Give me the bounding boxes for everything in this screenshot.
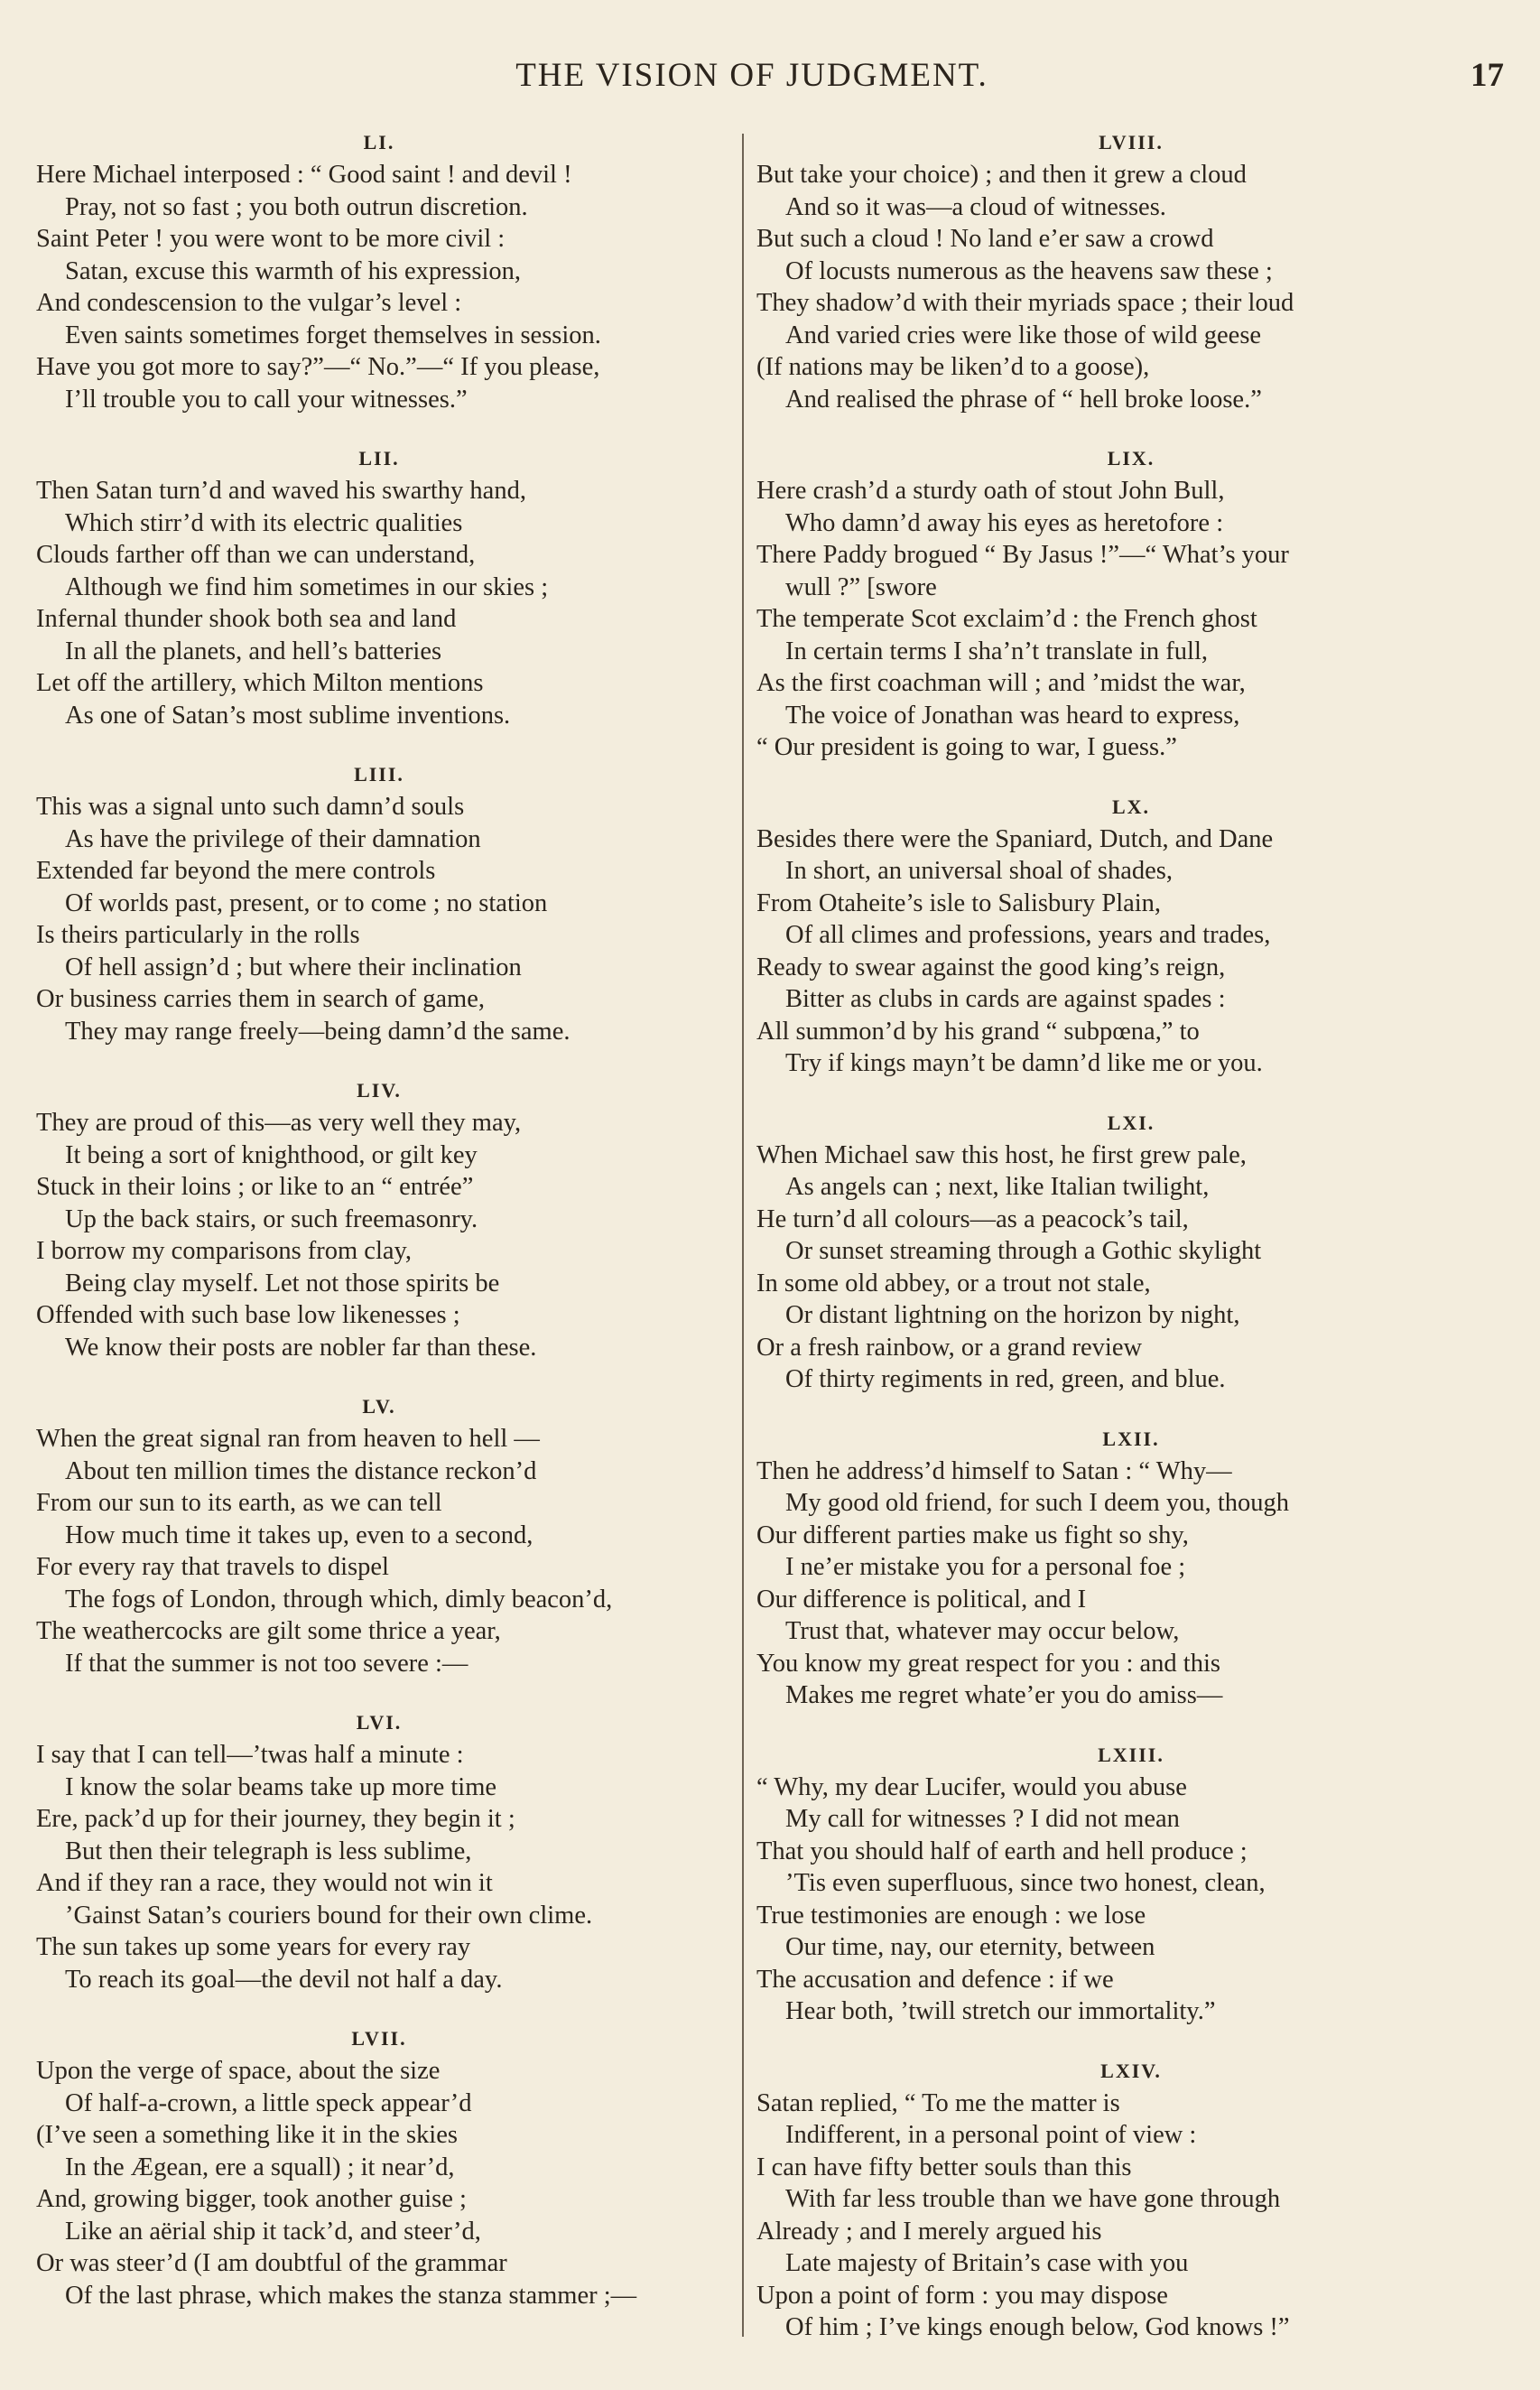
stanza-gap [36, 1047, 722, 1074]
verse-line: Saint Peter ! you were wont to be more civil : [36, 225, 506, 253]
right-column [756, 126, 1506, 2344]
verse-line: Of worlds past, present, or to come ; no station [65, 888, 548, 917]
verse-line: Clouds farther off than we can understand, [36, 541, 476, 569]
verse-line: Extended far beyond the mere controls [36, 857, 436, 885]
stanza-gap [756, 1396, 1506, 1423]
verse-line: Our difference is political, and I [756, 1585, 1087, 1613]
verse-line: Trust that, whatever may occur below, [785, 1617, 1180, 1645]
stanza [756, 1107, 1506, 1396]
verse-line: From Otaheite’s isle to Salisbury Plain, [756, 888, 1162, 917]
stanza-gap [756, 415, 1506, 442]
stanza-number: LXI. [1107, 1111, 1155, 1134]
verse-line: My good old friend, for such I deem you, though [785, 1489, 1290, 1517]
verse-line: Up the back stairs, or such freemasonry. [65, 1204, 478, 1233]
verse-line: Of hell assign’d ; but where their inclination [65, 953, 522, 981]
verse-line: Besides there were the Spaniard, Dutch, and Dane [756, 824, 1274, 853]
stanza [36, 126, 722, 415]
stanza [36, 442, 722, 731]
verse-line: (If nations may be liken’d to a goose), [756, 353, 1150, 381]
verse-line: Of him ; I’ve kings enough below, God knows !” [785, 2313, 1290, 2341]
verse-line: When the great signal ran from heaven to hell — [36, 1425, 540, 1453]
stanza-gap [756, 2028, 1506, 2055]
verse-line: Already ; and I merely argued his [756, 2217, 1102, 2246]
verse-line: There Paddy brogued “ By Jasus !”—“ What’s your [756, 541, 1289, 569]
verse-line: Infernal thunder shook both sea and land [36, 605, 457, 633]
verse-line: I ne’er mistake you for a personal foe ; [785, 1553, 1186, 1581]
stanza-number: LXIV. [1100, 2059, 1162, 2082]
stanza-number: LX. [1111, 795, 1151, 818]
verse-line: They are proud of this—as very well they may, [36, 1109, 522, 1137]
verse-line: ’Gainst Satan’s couriers bound for their own clime. [65, 1901, 593, 1930]
page-header [0, 56, 1540, 110]
verse-line: They shadow’d with their myriads space ; their loud [756, 289, 1294, 317]
verse-line: For every ray that travels to dispel [36, 1553, 389, 1581]
stanza-number: LXIII. [1098, 1743, 1164, 1766]
verse-line: He turn’d all colours—as a peacock’s tail, [756, 1204, 1189, 1233]
verse-line: “ Why, my dear Lucifer, would you abuse [756, 1772, 1187, 1801]
stanza-gap [36, 415, 722, 442]
stanza-number: LVIII. [1099, 131, 1164, 153]
verse-line: Of locusts numerous as the heavens saw these ; [785, 256, 1273, 285]
verse-line: But then their telegraph is less sublime, [65, 1837, 472, 1865]
stanza-gap [36, 731, 722, 758]
verse-line: The accusation and defence : if we [756, 1965, 1114, 1994]
verse-line: In certain terms I sha’n’t translate in full, [785, 637, 1208, 665]
verse-line: Which stirr’d with its electric qualities [65, 508, 463, 537]
verse-line: Here Michael interposed : “ Good saint ! and devil ! [36, 161, 572, 189]
verse-line: Try if kings mayn’t be damn’d like me or you. [785, 1049, 1263, 1077]
stanza-gap [36, 1679, 722, 1706]
column-divider [742, 134, 744, 2337]
verse-line: I’ll trouble you to call your witnesses.” [65, 385, 468, 414]
stanza [36, 758, 722, 1047]
verse-line: About ten million times the distance reckon’d [65, 1456, 537, 1485]
verse-line: Of half-a-crown, a little speck appear’d [65, 2088, 472, 2117]
verse-line: From our sun to its earth, as we can tell [36, 1489, 442, 1517]
verse-line: All summon’d by his grand “ subpœna,” to [756, 1017, 1200, 1046]
verse-line: “ Our president is going to war, I guess.” [756, 733, 1177, 761]
verse-line: How much time it takes up, even to a second, [65, 1520, 533, 1549]
verse-line: Of thirty regiments in red, green, and blue. [785, 1365, 1226, 1393]
verse-line: With far less trouble than we have gone through [785, 2185, 1281, 2213]
verse-line: But such a cloud ! No land e’er saw a crowd [756, 225, 1214, 253]
verse-line: The fogs of London, through which, dimly beacon’d, [65, 1585, 613, 1613]
stanza-number: LXII. [1102, 1427, 1160, 1450]
verse-line: Makes me regret whate’er you do amiss— [785, 1681, 1223, 1709]
stanza-gap [756, 764, 1506, 791]
verse-line: And varied cries were like those of wild geese [785, 321, 1262, 349]
verse-line: Of the last phrase, which makes the stanza stammer ;— [65, 2281, 637, 2310]
stanza-number: LII. [358, 447, 400, 470]
stanza-gap [756, 1080, 1506, 1107]
verse-line: Who damn’d away his eyes as heretofore : [785, 508, 1224, 537]
verse-line: Like an aërial ship it tack’d, and steer’d, [65, 2217, 481, 2246]
verse-line: Pray, not so fast ; you both outrun discretion. [65, 192, 528, 221]
verse-line: Satan, excuse this warmth of his expression, [65, 256, 521, 285]
verse-line: We know their posts are nobler far than these. [65, 1333, 537, 1362]
verse-line: But take your choice) ; and then it grew a cloud [756, 161, 1247, 189]
verse-line: I know the solar beams take up more time [65, 1772, 497, 1801]
page-number: 17 [1470, 57, 1504, 94]
verse-line: (I’ve seen a something like it in the skies [36, 2121, 458, 2149]
stanza [36, 2023, 722, 2311]
verse-line: Being clay myself. Let not those spirits be [65, 1269, 500, 1297]
verse-line: They may range freely—being damn’d the same. [65, 1017, 571, 1046]
stanza-number: LV. [362, 1395, 396, 1418]
verse-line: And condescension to the vulgar’s level : [36, 289, 462, 317]
verse-line: When Michael saw this host, he first grew pale, [756, 1140, 1247, 1169]
stanza-number: LIX. [1107, 447, 1155, 470]
verse-line: Satan replied, “ To me the matter is [756, 2088, 1120, 2117]
verse-line: Indifferent, in a personal point of view : [785, 2121, 1197, 2149]
verse-line: wull ?” [swore [785, 572, 937, 601]
verse-line: Or sunset streaming through a Gothic skylight [785, 1237, 1262, 1265]
stanza-number: LVII. [351, 2027, 407, 2050]
verse-line: As one of Satan’s most sublime inventions. [65, 701, 511, 730]
verse-line: I say that I can tell—’twas half a minute : [36, 1741, 464, 1769]
verse-line: Our time, nay, our eternity, between [785, 1933, 1155, 1961]
verse-line: In short, an universal shoal of shades, [785, 857, 1173, 885]
verse-line: Upon a point of form : you may dispose [756, 2281, 1168, 2310]
stanza [36, 1390, 722, 1679]
stanza [36, 1074, 722, 1363]
verse-line: To reach its goal—the devil not half a day. [65, 1965, 503, 1994]
stanza-gap [756, 1712, 1506, 1739]
verse-line: I borrow my comparisons from clay, [36, 1237, 413, 1265]
verse-line: Upon the verge of space, about the size [36, 2057, 441, 2085]
stanza [756, 442, 1506, 764]
verse-line: Our different parties make us fight so shy, [756, 1520, 1189, 1549]
verse-line: Then Satan turn’d and waved his swarthy hand, [36, 477, 526, 505]
stanza-number: LVI. [356, 1711, 403, 1734]
running-title: THE VISION OF JUDGMENT. [515, 57, 988, 94]
verse-line: Stuck in their loins ; or like to an “ entrée” [36, 1173, 474, 1201]
verse-line: And, growing bigger, took another guise ; [36, 2185, 467, 2213]
verse-line: Have you got more to say?”—“ No.”—“ If you please, [36, 353, 600, 381]
verse-line: Bitter as clubs in cards are against spades : [785, 985, 1226, 1013]
verse-line: My call for witnesses ? I did not mean [785, 1805, 1180, 1833]
verse-line: Then he address’d himself to Satan : “ Why— [756, 1456, 1232, 1485]
verse-line: As the first coachman will ; and ’midst the war, [756, 669, 1246, 697]
stanza-number: LI. [363, 131, 395, 153]
verse-line: Ere, pack’d up for their journey, they begin it ; [36, 1805, 515, 1833]
verse-line: In the Ægean, ere a squall) ; it near’d, [65, 2153, 455, 2181]
verse-line: The sun takes up some years for every ray [36, 1933, 471, 1961]
stanza-number: LIV. [357, 1079, 402, 1102]
stanza [756, 1423, 1506, 1712]
verse-line: And realised the phrase of “ hell broke loose.” [785, 385, 1262, 414]
stanza-number: LIII. [354, 763, 404, 786]
verse-line: Even saints sometimes forget themselves in session. [65, 321, 601, 349]
verse-line: ’Tis even superfluous, since two honest, clean, [785, 1869, 1266, 1897]
stanza [36, 1706, 722, 1995]
verse-line: The voice of Jonathan was heard to express, [785, 701, 1240, 730]
verse-line: True testimonies are enough : we lose [756, 1901, 1146, 1930]
verse-line: Although we find him sometimes in our skies ; [65, 572, 549, 601]
verse-line: And if they ran a race, they would not win it [36, 1869, 493, 1897]
verse-line: This was a signal unto such damn’d souls [36, 793, 465, 821]
stanza [756, 1739, 1506, 2028]
verse-line: If that the summer is not too severe :— [65, 1649, 468, 1678]
verse-line: Here crash’d a sturdy oath of stout John Bull, [756, 477, 1225, 505]
verse-line: As have the privilege of their damnation [65, 824, 481, 853]
verse-line: Is theirs particularly in the rolls [36, 921, 360, 949]
verse-line: Late majesty of Britain’s case with you [785, 2249, 1189, 2277]
verse-line: As angels can ; next, like Italian twilight, [785, 1173, 1210, 1201]
verse-line: Of all climes and professions, years and trades, [785, 921, 1271, 949]
verse-line: Or a fresh rainbow, or a grand review [756, 1333, 1143, 1362]
verse-line: Or was steer’d (I am doubtful of the grammar [36, 2249, 507, 2277]
verse-line: Hear both, ’twill stretch our immortality.” [785, 1997, 1216, 2025]
verse-line: I can have fifty better souls than this [756, 2153, 1132, 2181]
stanza [756, 126, 1506, 415]
verse-line: Let off the artillery, which Milton mentions [36, 669, 484, 697]
stanza [756, 791, 1506, 1080]
stanza [756, 2055, 1506, 2344]
verse-line: Ready to swear against the good king’s reign, [756, 953, 1226, 981]
verse-line: In all the planets, and hell’s batteries [65, 637, 442, 665]
verse-line: It being a sort of knighthood, or gilt key [65, 1140, 478, 1169]
verse-line: You know my great respect for you : and this [756, 1649, 1220, 1678]
verse-line: Or distant lightning on the horizon by night, [785, 1301, 1240, 1329]
verse-line: Offended with such base low likenesses ; [36, 1301, 460, 1329]
verse-line: In some old abbey, or a trout not stale, [756, 1269, 1151, 1297]
stanza-gap [36, 1363, 722, 1390]
verse-line: And so it was—a cloud of witnesses. [785, 192, 1166, 221]
verse-line: The temperate Scot exclaim’d : the French ghost [756, 605, 1257, 633]
verse-line: That you should half of earth and hell produce ; [756, 1837, 1248, 1865]
verse-line: Or business carries them in search of game, [36, 985, 485, 1013]
stanza-gap [36, 1995, 722, 2023]
verse-line: The weathercocks are gilt some thrice a year, [36, 1617, 501, 1645]
left-column [36, 126, 722, 2311]
